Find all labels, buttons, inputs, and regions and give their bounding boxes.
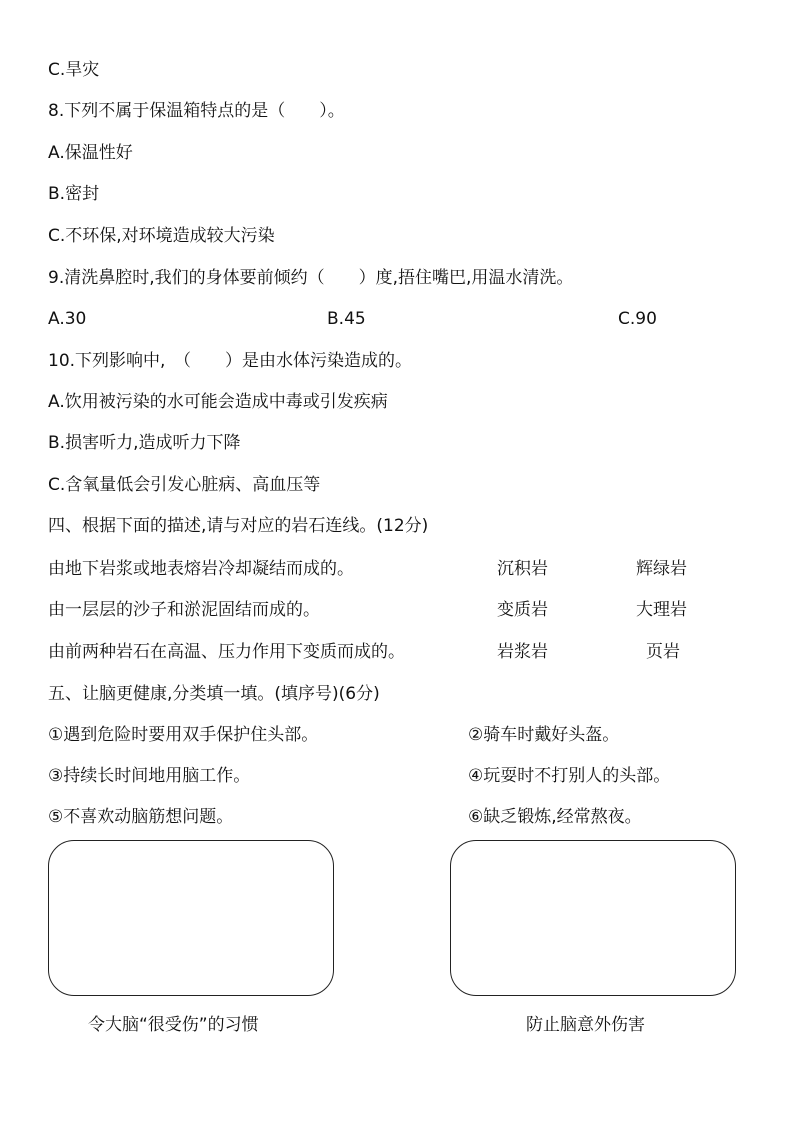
habit-item: ⑥缺乏锻炼,经常熬夜。 [468,807,642,827]
rock-description: 由一层层的沙子和淤泥固结而成的。 [48,600,320,620]
q10-option-c: C.含氧量低会引发心脏病、高血压等 [48,475,321,495]
q9-option-c: C.90 [618,309,657,329]
habit-item: ①遇到危险时要用双手保护住头部。 [48,725,319,745]
q8-stem: 8.下列不属于保温箱特点的是（ ）。 [48,101,345,121]
q10-option-a: A.饮用被污染的水可能会造成中毒或引发疾病 [48,392,388,412]
answer-box-left[interactable] [48,840,334,996]
q10-option-b: B.损害听力,造成听力下降 [48,433,241,453]
answer-box-right-caption: 防止脑意外伤害 [526,1015,645,1035]
habit-item: ④玩耍时不打别人的头部。 [468,766,671,786]
q9-option-a: A.30 [48,309,87,329]
q10-stem: 10.下列影响中, （ ）是由水体污染造成的。 [48,351,412,371]
rock-type: 沉积岩 [497,559,548,579]
rock-type: 变质岩 [497,600,548,620]
rock-name: 大理岩 [636,600,687,620]
section4-heading: 四、根据下面的描述,请与对应的岩石连线。(12分) [48,516,429,536]
section5-heading: 五、让脑更健康,分类填一填。(填序号)(6分) [48,684,380,704]
q9-option-b: B.45 [327,309,366,329]
habit-item: ②骑车时戴好头盔。 [468,725,620,745]
q8-option-c: C.不环保,对环境造成较大污染 [48,226,275,246]
rock-name: 页岩 [646,642,680,662]
habit-item: ③持续长时间地用脑工作。 [48,766,251,786]
rock-type: 岩浆岩 [497,642,548,662]
habit-item: ⑤不喜欢动脑筋想问题。 [48,807,234,827]
rock-description: 由前两种岩石在高温、压力作用下变质而成的。 [48,642,405,662]
rock-description: 由地下岩浆或地表熔岩冷却凝结而成的。 [48,559,354,579]
q8-option-a: A.保温性好 [48,143,133,163]
answer-box-left-caption: 令大脑“很受伤”的习惯 [88,1015,259,1035]
answer-box-right[interactable] [450,840,736,996]
q9-stem: 9.清洗鼻腔时,我们的身体要前倾约（ ）度,捂住嘴巴,用温水清洗。 [48,268,574,288]
rock-name: 辉绿岩 [636,559,687,579]
q7-option-c: C.旱灾 [48,60,100,80]
q8-option-b: B.密封 [48,184,100,204]
